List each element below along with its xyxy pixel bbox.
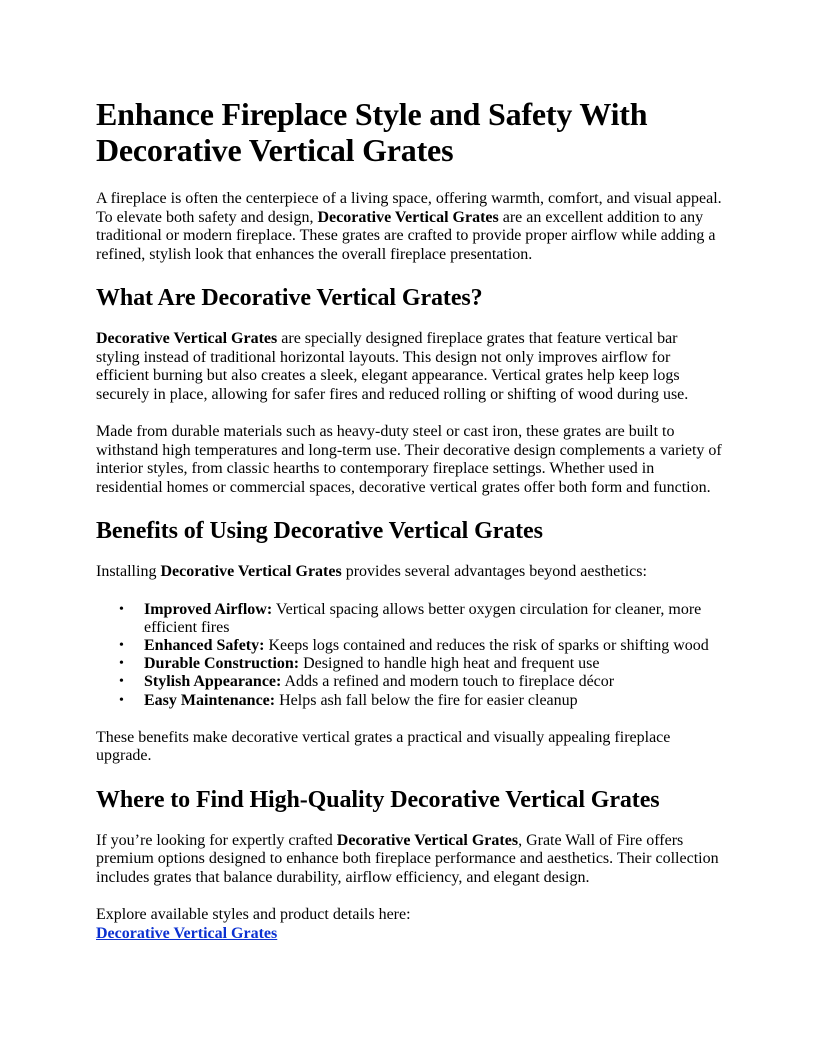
intro-paragraph — [96, 190, 722, 264]
section1-bold-term: Decorative Vertical Grates — [96, 330, 278, 347]
section3-text-after: , Grate Wall of Fire offers premium options designed to enhance both fireplace performance and aesthetics. Their collection includes grates that balance durability, airflow efficiency, and elegant design. — [96, 831, 719, 886]
benefit-label: Easy Maintenance: — [144, 691, 276, 709]
list-item — [119, 655, 722, 673]
benefit-text: Designed to handle high heat and frequent use — [299, 655, 600, 673]
bullet-icon: • — [119, 656, 124, 672]
explore-text: Explore available styles and product details here: — [96, 906, 411, 924]
bullet-icon: • — [119, 601, 124, 617]
section2-intro — [96, 563, 722, 582]
benefit-label: Stylish Appearance: — [144, 673, 282, 691]
benefit-label: Improved Airflow: — [144, 600, 273, 618]
benefit-label: Enhanced Safety: — [144, 636, 265, 654]
bullet-icon: • — [119, 637, 124, 653]
benefit-label: Durable Construction: — [144, 655, 300, 673]
section3-bold-term: Decorative Vertical Grates — [336, 831, 519, 849]
benefit-text: Adds a refined and modern touch to fireplace décor — [281, 673, 615, 691]
intro-bold-term: Decorative Vertical Grates — [317, 208, 499, 226]
section1-paragraph-2: Made from durable materials such as heavy-duty steel or cast iron, these grates are built to withstand high temperatures and long-term use. Their decorative design complements a variety of interior styles, from classic hearths to contemporary fireplace settings. Whether used in residential homes or commercial spaces, decorative vertical grates offer both form and function. — [96, 423, 722, 496]
benefit-text: Helps ash fall below the fire for easier cleanup — [275, 691, 578, 709]
list-item — [119, 600, 722, 637]
section2-intro-after: provides several advantages beyond aesthetics: — [341, 563, 647, 580]
section-heading-where-to-find: Where to Find High-Quality Decorative Vertical Grates — [96, 786, 660, 813]
bullet-icon: • — [119, 674, 124, 690]
intro-text-after: are an excellent addition to any traditional or modern fireplace. These grates are crafted to provide proper airflow while adding a refined, stylish look that enhances the overall fireplace presentation. — [96, 208, 716, 263]
section2-closing: These benefits make decorative vertical grates a practical and visually appealing fireplace upgrade. — [96, 728, 671, 765]
document-page — [96, 96, 722, 943]
benefit-text: Vertical spacing allows better oxygen circulation for cleaner, more efficient fires — [144, 600, 702, 636]
decorative-vertical-grates-link[interactable]: Decorative Vertical Grates — [96, 924, 278, 942]
section-heading-benefits: Benefits of Using Decorative Vertical Grates — [96, 518, 543, 544]
section1-paragraph-1 — [96, 330, 722, 404]
list-item — [119, 691, 722, 710]
benefits-list — [96, 601, 722, 710]
section3-paragraph-1 — [96, 832, 722, 888]
benefit-text: Keeps logs contained and reduces the risk of sparks or shifting wood — [264, 636, 709, 654]
section1-text: are specially designed fireplace grates that feature vertical bar styling instead of traditional horizontal layouts. This design not only improves airflow for efficient burning but also creates a sleek, elegant appearance. Vertical grates help keep logs securely in place, allowing for safer fires and reduced rolling or shifting of wood during use. — [96, 330, 689, 403]
bullet-icon: • — [119, 692, 124, 708]
list-item — [119, 636, 722, 655]
section3-text-before: If you’re looking for expertly crafted — [96, 831, 337, 849]
page-title: Enhance Fireplace Style and Safety With Decorative Vertical Grates — [96, 96, 648, 168]
section-heading-what-are: What Are Decorative Vertical Grates? — [96, 285, 483, 311]
section2-intro-before: Installing — [96, 563, 161, 580]
list-item — [119, 673, 722, 691]
intro-text-before: A fireplace is often the centerpiece of a living space, offering warmth, comfort, and visual appeal. To elevate both safety and design, — [96, 190, 722, 226]
section2-bold-term: Decorative Vertical Grates — [160, 563, 342, 580]
